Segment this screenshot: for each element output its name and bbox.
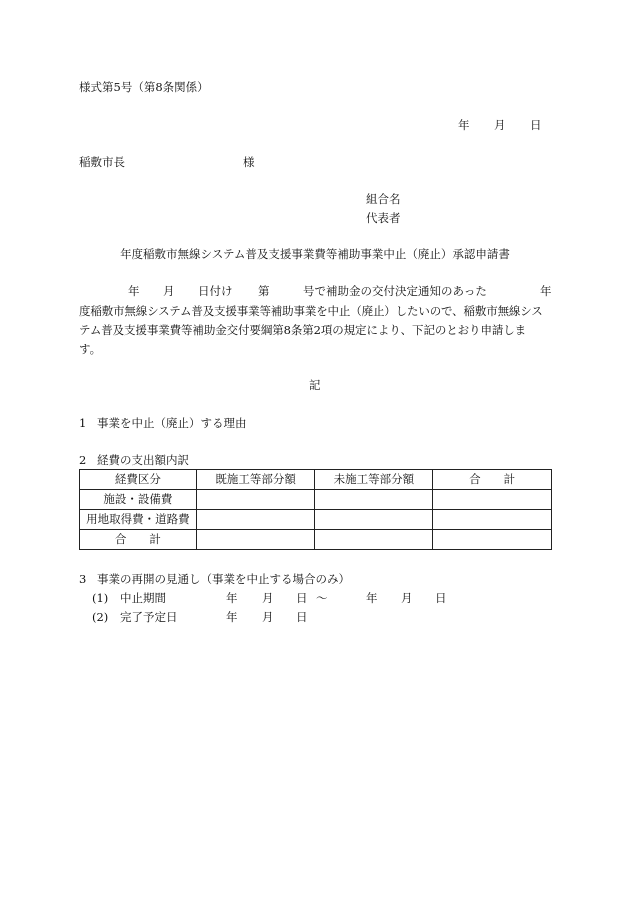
- table-cell: [433, 490, 552, 510]
- body-no: 第: [258, 284, 270, 298]
- table-header: 合 計: [433, 470, 552, 490]
- section2-number: 2: [79, 453, 87, 467]
- item1-month2: 月: [401, 591, 413, 605]
- section2-heading: 経費の支出額内訳: [97, 453, 189, 467]
- table-cell: 施設・設備費: [80, 490, 197, 510]
- body-year2: 年: [540, 284, 552, 298]
- item2-day: 日: [296, 610, 308, 624]
- item1-day: 日: [296, 591, 308, 605]
- item1-day2: 日: [435, 591, 447, 605]
- item2-month: 月: [262, 610, 274, 624]
- body-line4: す。: [79, 342, 102, 356]
- expense-table: [79, 469, 552, 550]
- table-header: 経費区分: [80, 470, 197, 490]
- item2-year: 年: [226, 610, 238, 624]
- item2-label: 完了予定日: [120, 610, 178, 624]
- form-number: 様式第5号（第8条関係）: [79, 80, 209, 94]
- item1-tilde: ～: [316, 591, 328, 605]
- table-cell: [196, 530, 315, 550]
- date-month-label: 月: [494, 118, 506, 132]
- representative-label: 代表者: [366, 211, 401, 225]
- table-header: 未施工等部分額: [315, 470, 433, 490]
- item1-year: 年: [226, 591, 238, 605]
- body-line3: テム普及支援事業費等補助金交付要綱第8条第2項の規定により、下記のとおり申請しま: [79, 323, 527, 337]
- table-row: [80, 510, 552, 530]
- body-dated: 日付け: [198, 284, 233, 298]
- table-cell: [433, 530, 552, 550]
- item1-month: 月: [262, 591, 274, 605]
- item2-number: (2): [92, 610, 109, 624]
- item1-number: (1): [92, 591, 109, 605]
- table-cell: [196, 490, 315, 510]
- table-row: [80, 490, 552, 510]
- document-title: 年度稲敷市無線システム普及支援事業費等補助事業中止（廃止）承認申請書: [120, 247, 510, 261]
- addressee-mayor: 稲敷市長: [79, 155, 125, 169]
- date-day-label: 日: [530, 118, 542, 132]
- date-year-label: 年: [458, 118, 470, 132]
- table-header: 既施工等部分額: [196, 470, 315, 490]
- item1-year2: 年: [366, 591, 378, 605]
- item1-label: 中止期間: [120, 591, 166, 605]
- union-name-label: 組合名: [366, 192, 401, 206]
- section3-heading: 事業の再開の見通し（事業を中止する場合のみ）: [97, 572, 350, 586]
- table-cell: [315, 510, 433, 530]
- table-row: [80, 530, 552, 550]
- table-cell: [315, 490, 433, 510]
- table-cell: [196, 510, 315, 530]
- table-cell: 合 計: [80, 530, 197, 550]
- body-year: 年: [128, 284, 140, 298]
- body-line2: 度稲敷市無線システム普及支援事業等補助事業を中止（廃止）したいので、稲敷市無線シス: [79, 304, 543, 318]
- body-month: 月: [163, 284, 175, 298]
- table-cell: 用地取得費・道路費: [80, 510, 197, 530]
- section1-number: 1: [79, 416, 87, 430]
- section3-number: 3: [79, 572, 87, 586]
- body-line1-rest: 号で補助金の交付決定通知のあった: [303, 284, 487, 298]
- ki-mark: 記: [309, 378, 321, 392]
- table-header-row: [80, 470, 552, 490]
- addressee-honorific: 様: [243, 155, 255, 169]
- section1-heading: 事業を中止（廃止）する理由: [97, 416, 247, 430]
- table-cell: [315, 530, 433, 550]
- table-cell: [433, 510, 552, 530]
